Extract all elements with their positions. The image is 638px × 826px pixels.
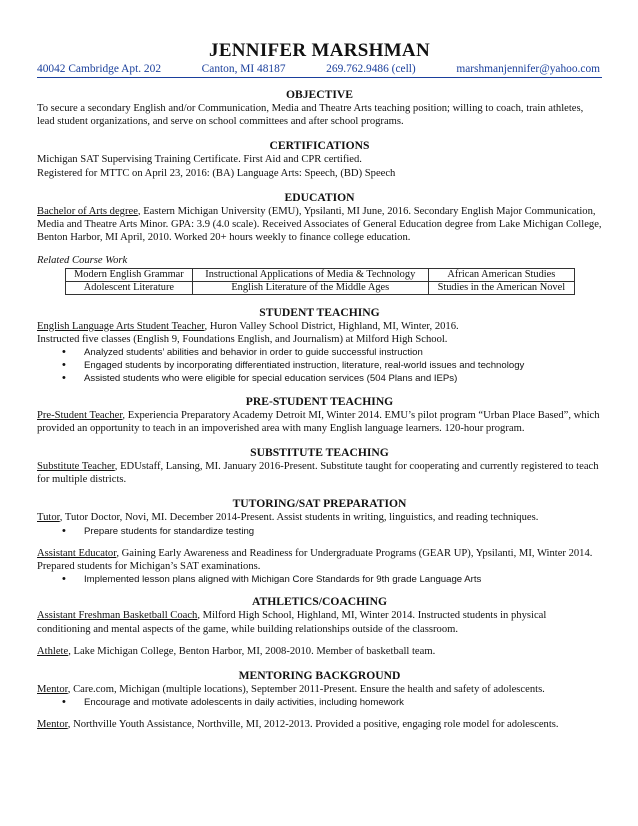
tutor-entry: [37, 511, 602, 524]
list-item: • Encourage and motivate adolescents in daily activities, including homework: [84, 696, 602, 709]
role-title: Mentor: [37, 719, 68, 731]
tutoring-heading: TUTORING/SAT PREPARATION: [232, 497, 407, 511]
course-cell: Adolescent Literature: [66, 281, 193, 294]
course-cell: Modern English Grammar: [66, 268, 193, 281]
list-item: • Implemented lesson plans aligned with Michigan Core Standards for 9th grade Language Arts: [84, 573, 602, 586]
email-link[interactable]: marshmanjennifer@yahoo.com: [456, 63, 600, 75]
role-details: , Northville Youth Assistance, Northville, MI, 2012-2013. Provided a positive, engaging role model for adolescents.: [67, 719, 559, 731]
assistant-educator-entry: [37, 547, 602, 573]
course-table: [65, 268, 575, 295]
table-row: [66, 268, 575, 281]
list-item: • Analyzed students’ abilities and behavior in order to guide successful instruction: [84, 346, 602, 359]
role-title: Athlete: [37, 645, 69, 657]
role-title: Tutor: [37, 512, 60, 524]
list-item: • Assisted students who were eligible for special education services (504 Plans and IEPs): [84, 372, 602, 385]
education-heading: EDUCATION: [284, 190, 355, 204]
role-title: Assistant Freshman Basketball Coach: [37, 610, 198, 622]
phone: 269.762.9486 (cell): [326, 63, 416, 75]
role-title: Assistant Educator: [37, 547, 117, 559]
degree-title: Bachelor of Arts degree: [37, 205, 138, 217]
role-details: , Lake Michigan College, Benton Harbor, MI, 2008-2010. Member of basketball team.: [68, 645, 436, 657]
related-course-work-label: Related Course Work: [37, 255, 128, 267]
applicant-name: JENNIFER MARSHMAN: [209, 40, 430, 61]
mentor-entry-1: [37, 683, 602, 696]
mentoring-heading: MENTORING BACKGROUND: [238, 669, 401, 683]
role-title: English Language Arts Student Teacher: [37, 320, 205, 332]
course-cell: Instructional Applications of Media & Technology: [192, 268, 428, 281]
list-item: • Prepare students for standardize testing: [84, 525, 602, 538]
role-details: , Huron Valley School District, Highland, MI, Winter, 2016.: [204, 320, 459, 332]
assistant-educator-bullets: [37, 573, 602, 586]
course-cell: African American Studies: [428, 268, 574, 281]
list-item: • Engaged students by incorporating differentiated instruction, literature, real-world issues and technology: [84, 359, 602, 372]
student-teaching-line-2: Instructed five classes (English 9, Foundations English, and Journalism) at Milford High School.: [37, 333, 448, 345]
pre-student-teaching-text: [37, 409, 602, 435]
role-details: , Gaining Early Awareness and Readiness for Undergraduate Programs (GEAR UP), Ypsilanti, MI, Winter 2014. Prepared students for Michigan’s SAT examinations.: [37, 547, 593, 573]
athlete-entry: [37, 645, 602, 658]
role-title: Substitute Teacher: [37, 461, 115, 473]
certification-line-1: Michigan SAT Supervising Training Certificate. First Aid and CPR certified.: [37, 154, 362, 166]
certification-line-2: Registered for MTTC on April 23, 2016: (BA) Language Arts: Speech, (BD) Speech: [37, 167, 396, 179]
course-cell: Studies in the American Novel: [428, 281, 574, 294]
address: 40042 Cambridge Apt. 202: [37, 63, 162, 75]
coach-entry: [37, 609, 602, 635]
course-cell: English Literature of the Middle Ages: [192, 281, 428, 294]
role-details: , Tutor Doctor, Novi, MI. December 2014-Present. Assist students in writing, linguistics, and reading techniques.: [59, 512, 539, 524]
student-teaching-line-1: [37, 320, 602, 333]
objective-text: To secure a secondary English and/or Communication, Media and Theatre Arts teaching position; willing to coach, train athletes, lead student organizations, and serve on school committees and after school programs.: [37, 103, 584, 128]
table-row: [66, 281, 575, 294]
objective-heading: OBJECTIVE: [285, 88, 353, 101]
athletics-heading: ATHLETICS/COACHING: [251, 595, 388, 609]
city: Canton, MI 48187: [201, 63, 286, 75]
substitute-teaching-text: [37, 460, 602, 486]
tutor-bullets: [37, 525, 602, 538]
certifications-heading: CERTIFICATIONS: [269, 139, 370, 153]
mentor-bullets: [37, 696, 602, 709]
education-details: , Eastern Michigan University (EMU), Ypsilanti, MI June, 2016. Secondary English Major Communication, Media and Theatre Arts Minor. GPA: 3.9 (4.0 scale). Received Associates of General Education degree from Lake Michigan College, Benton Harbor, MI April, 2010. Worked 20+ hours weekly to finance college education.: [37, 205, 602, 244]
role-title: Pre-Student Teacher: [37, 409, 123, 421]
pre-student-teaching-heading: PRE-STUDENT TEACHING: [245, 394, 394, 408]
role-details: , Experiencia Preparatory Academy Detroit MI, Winter 2014. EMU’s pilot program “Urban Place Based”, which provided an opportunity to teach in an impoverished area with many English language learners. 120-hour program.: [37, 409, 600, 434]
role-title: Mentor: [37, 684, 68, 696]
substitute-teaching-heading: SUBSTITUTE TEACHING: [250, 446, 389, 460]
role-details: , EDUstaff, Lansing, MI. January 2016-Present. Substitute taught for cooperating and currently registered to teach for multiple districts.: [37, 461, 599, 486]
education-text: [37, 205, 602, 245]
role-details: , Milford High School, Highland, MI, Winter 2014. Instructed students in physical conditioning and mental aspects of the game, while building relationships outside of the classroom.: [37, 610, 547, 635]
mentor-entry-2: [37, 718, 602, 731]
contact-line: [37, 62, 602, 78]
student-teaching-heading: STUDENT TEACHING: [259, 305, 380, 319]
student-teaching-bullets: [37, 346, 602, 386]
role-details: , Care.com, Michigan (multiple locations), September 2011-Present. Ensure the health and safety of adolescents.: [67, 684, 545, 696]
